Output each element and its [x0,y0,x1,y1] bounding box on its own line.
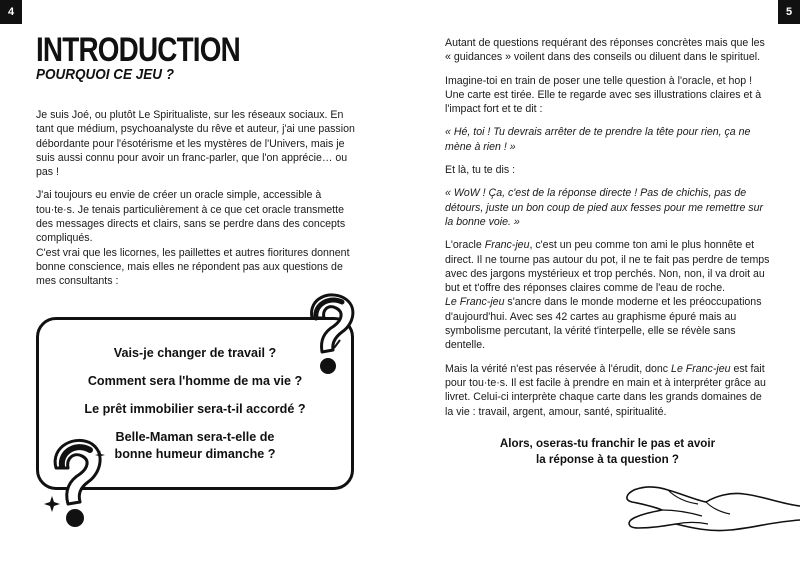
paragraph: Je suis Joé, ou plutôt Le Spiritualiste, sur les réseaux sociaux. En tant que médium, psychoanalyste du rêve et auteur, j'ai une passion débordante pour l'ésotérisme et les mystères de l'Univers, mais je suis aussi connu pour avoir un franc-parler, que l'on apprécie… ou pas ! [36,109,355,179]
page-number-left: 4 [0,0,22,24]
paragraph: Autant de questions requérant des réponses concrètes mais que les « guidances » voilent dans des conseils ou diluent dans le spirituel. [445,37,765,64]
question-2: Comment sera l'homme de ma vie ? [87,373,303,388]
page-subtitle: POURQUOI CE JEU ? [36,66,175,83]
question-1: Vais-je changer de travail ? [113,345,277,360]
paragraph: C'est vrai que les licornes, les paillettes et autres fioritures donnent bonne conscience, mais elles ne répondent pas aux questions de mes consultants : [36,246,350,288]
open-hand-illustration [612,478,800,538]
paragraph: Le Franc-jeu s'ancre dans le monde moderne et les préoccupations d'aujourd'hui. Avec ses 42 cartes au graphisme épuré mais au symbolisme percutant, la vérité t'interpelle, elle se révèle sans dentelle. [445,296,762,352]
paragraph: L'oracle Franc-jeu, c'est un peu comme ton ami le plus honnête et direct. Il ne tourne pas autour du pot, il ne te fait pas perdre de temps avec des jargons mystérieux et trop perchés. Non, non, il va droit au but et t'offre des réponses claires comme de l'eau de roche. [445,239,770,295]
question-3: Le prêt immobilier sera-t-il accordé ? [84,401,306,416]
paragraph: J'ai toujours eu envie de créer un oracle simple, accessible à tou·te·s. Je tenais particulièrement à ce que cet oracle transmette des messages directs et clairs, sans se perdre dans des concepts compliqués. [36,189,346,245]
page-title: INTRODUCTION [36,31,240,69]
question-mark-illustration-bottom [42,432,112,532]
quote: « Hé, toi ! Tu devrais arrêter de te prendre la tête pour rien, ça ne mène à rien ! » [445,126,751,153]
left-body-text [36,108,361,298]
page-number-right: 5 [778,0,800,24]
question-4: Belle-Maman sera-t-elle de bonne humeur dimanche ? [114,429,276,461]
paragraph: Mais la vérité n'est pas réservée à l'érudit, donc Le Franc-jeu est fait pour tou·te·s. Il est facile à prendre en main et à interpréter grâce au livret. Celui-ci interprète chaque carte dans les grands domaines de la vie : travail, argent, amour, santé, spiritualité. [445,362,766,418]
call-to-action: Alors, oseras-tu franchir le pas et avoir la réponse à ta question ? [499,437,716,466]
right-body-text [445,36,770,428]
question-mark-illustration-top [300,288,362,380]
paragraph: Et là, tu te dis : [445,164,516,177]
quote: « WoW ! Ça, c'est de la réponse directe ! Pas de chichis, pas de détours, juste un bon coup de pied aux fesses pour me remettre sur la bonne voie. » [445,187,763,228]
paragraph: Imagine-toi en train de poser une telle question à l'oracle, et hop ! Une carte est tirée. Elle te regarde avec ses illustrations claires et à l'impact fort et te dit : [445,74,762,116]
